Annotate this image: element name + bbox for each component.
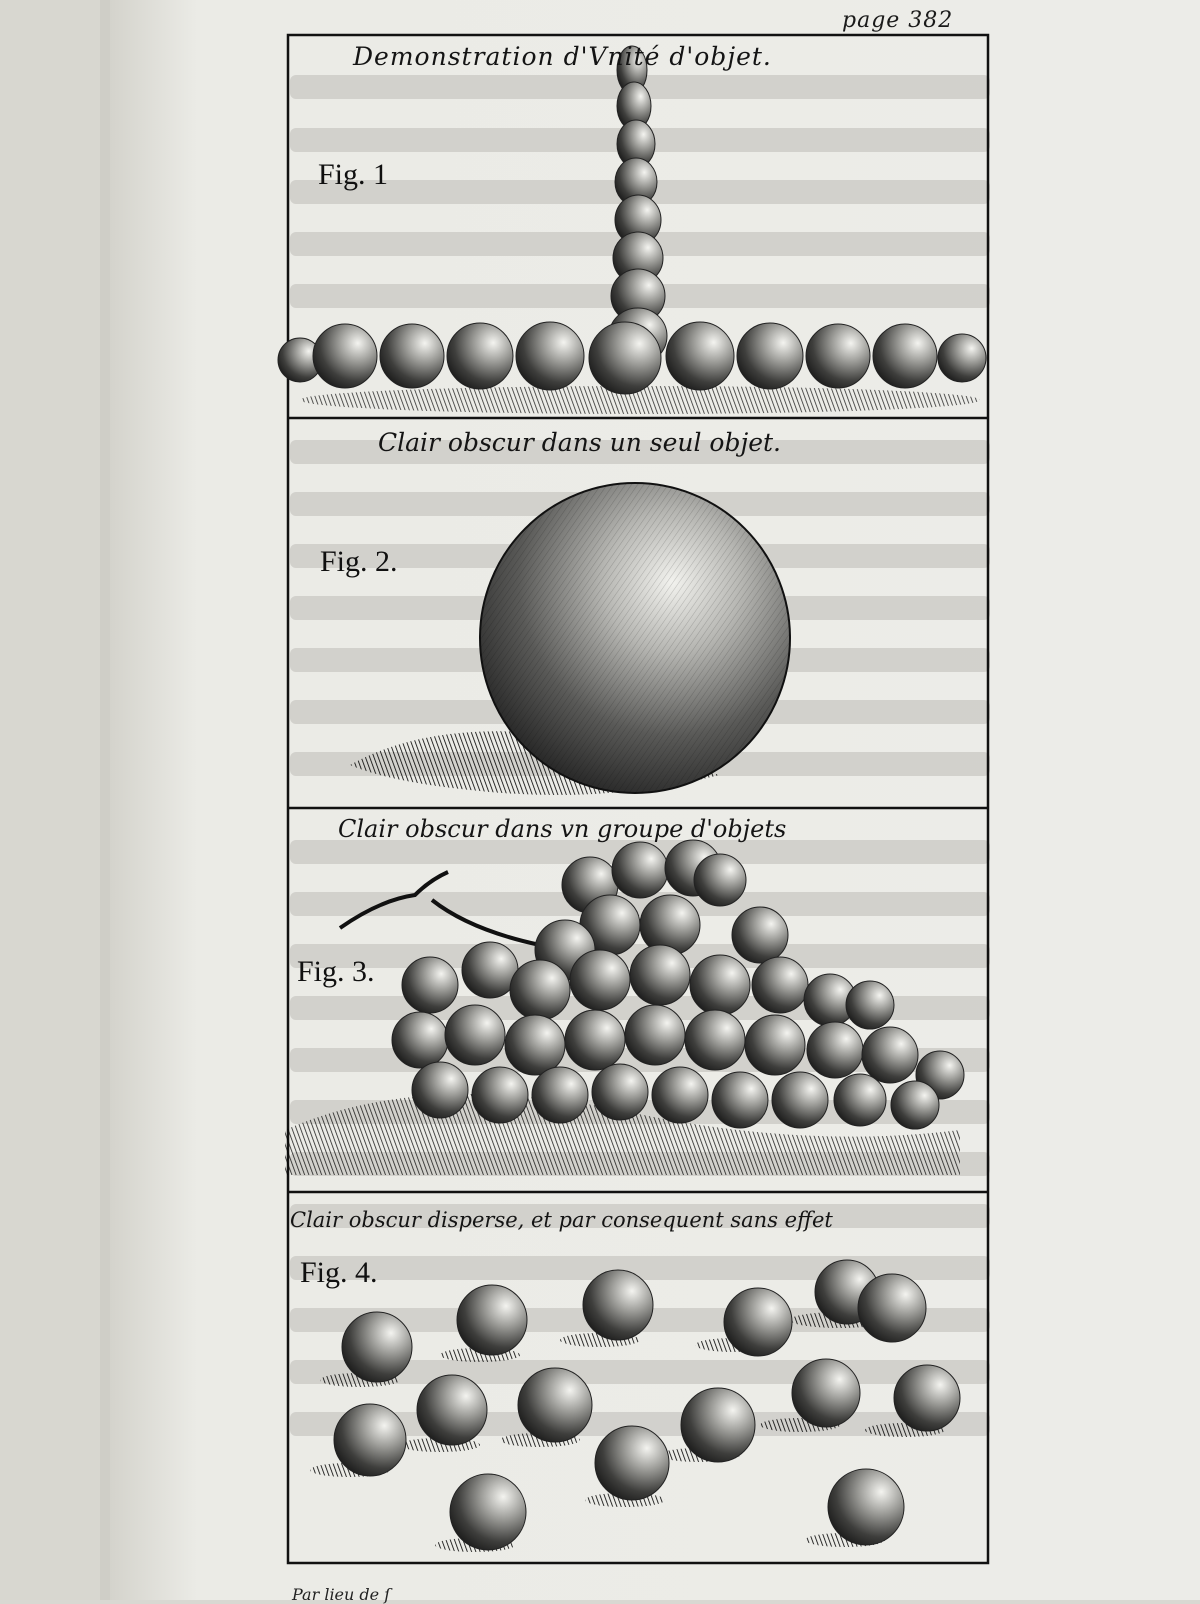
fig3-label: Fig. 3. [297, 955, 375, 988]
fig3-caption: Clair obscur dans vn groupe d'objets [338, 815, 787, 843]
fig2-label: Fig. 2. [320, 545, 398, 578]
fig1-label: Fig. 1 [318, 158, 389, 191]
facing-page [0, 0, 100, 1600]
fig1-caption: Demonstration d'Vnité d'objet. [353, 42, 772, 71]
footer-text: Par lieu de ſ [292, 1585, 391, 1604]
page-number: page 382 [842, 8, 954, 33]
fig2-caption: Clair obscur dans un seul objet. [378, 428, 782, 457]
fig4-label: Fig. 4. [300, 1256, 378, 1289]
gutter-shadow [100, 0, 110, 1600]
fig4-caption: Clair obscur disperse, et par consequent sans effet [290, 1208, 833, 1232]
